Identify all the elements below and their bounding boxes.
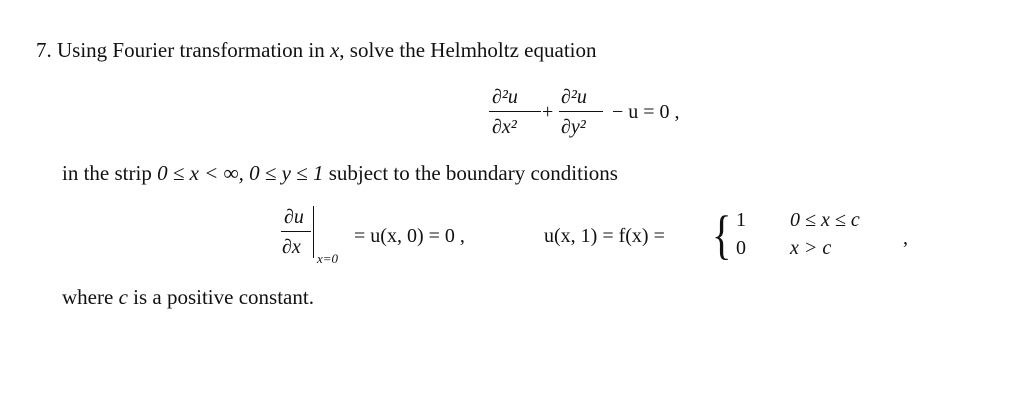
strip-condition: 0 ≤ x < ∞, 0 ≤ y ≤ 1 — [157, 161, 324, 185]
bc-fraction-bar — [281, 231, 311, 232]
fraction-bar-2 — [559, 111, 603, 112]
intro-text-end: , solve the Helmholtz equation — [339, 38, 597, 62]
left-brace: { — [712, 205, 732, 265]
equation-rest: − u = 0 , — [612, 101, 680, 123]
strip-text: in the strip — [62, 161, 152, 185]
closing-text: where — [62, 285, 114, 309]
evaluation-point: x=0 — [317, 251, 339, 266]
closing-text-end: is a positive constant. — [133, 285, 314, 309]
problem-number: 7. — [36, 38, 52, 62]
trailing-comma: , — [903, 227, 908, 249]
case-2-condition: x > c — [790, 237, 832, 259]
denominator-1: ∂x² — [492, 116, 517, 138]
bc-denominator: ∂x — [282, 236, 301, 258]
bc-part-2: u(x, 1) = f(x) = — [544, 225, 665, 247]
case-1-condition: 0 ≤ x ≤ c — [790, 209, 860, 231]
numerator-2: ∂²u — [561, 86, 587, 108]
problem-statement-line — [36, 40, 597, 61]
denominator-2: ∂y² — [561, 116, 586, 138]
bc-numerator: ∂u — [284, 206, 304, 228]
case-1-value: 1 — [736, 209, 746, 231]
fraction-bar-1 — [489, 111, 541, 112]
plus-sign: + — [542, 101, 554, 123]
intro-text: Using Fourier transformation in — [57, 38, 325, 62]
strip-text-end: subject to the boundary conditions — [328, 161, 618, 185]
bc-part-1: = u(x, 0) = 0 , — [354, 225, 465, 247]
numerator-1: ∂²u — [492, 86, 518, 108]
closing-line — [62, 287, 314, 308]
case-2-value: 0 — [736, 237, 746, 259]
strip-description-line — [62, 163, 618, 184]
intro-variable: x — [329, 38, 340, 62]
evaluation-bar — [313, 206, 314, 258]
closing-variable: c — [118, 285, 128, 309]
